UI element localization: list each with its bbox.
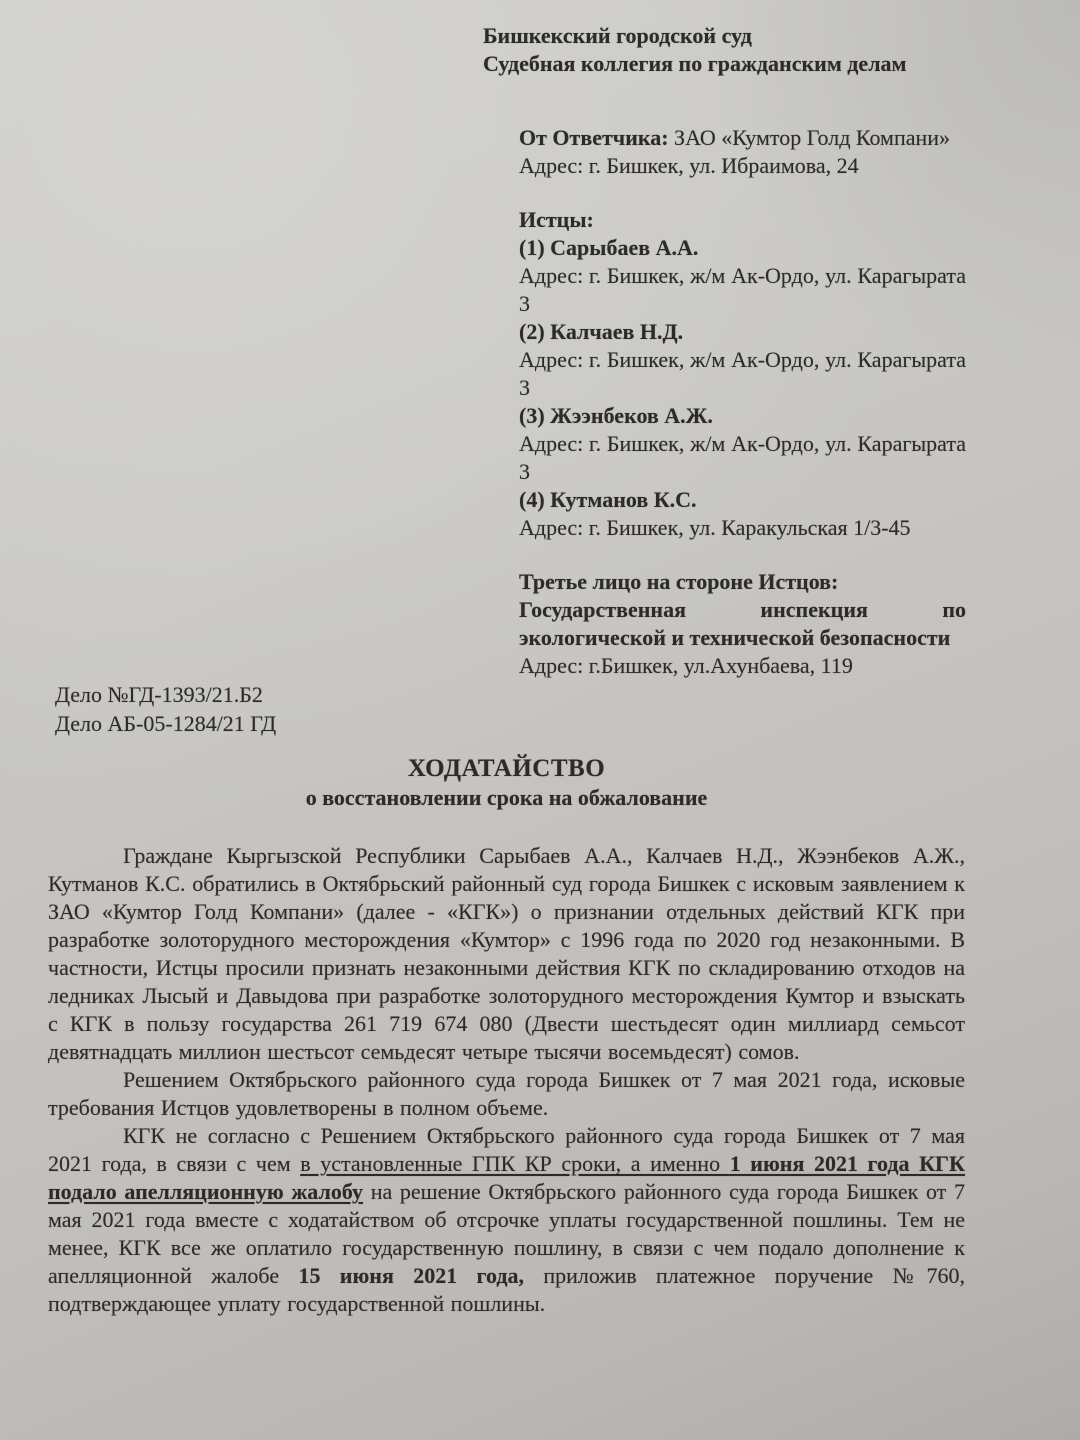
court-header xyxy=(483,22,1080,78)
title-subheading: о восстановлении срока на обжалование xyxy=(305,785,708,810)
third-party-name: Государственная инспекция по экологической и технической безопасности xyxy=(519,597,966,650)
third-party-address: Адрес: г.Бишкек, ул.Ахунбаева, 119 xyxy=(519,653,853,678)
court-chamber: Судебная коллегия по гражданским делам xyxy=(483,51,907,76)
text-segment: на решение Октябрьского районного суда города Бишкек от 7 мая 2021 года вместе с ходатайством об отсрочке уплаты государственной пошлины. Тем не менее, КГК все же оплатило государственную пошлину, в связи с чем подало дополнение к апелляционной жалобе xyxy=(48,1179,965,1288)
case-number-1: Дело №ГД-1393/21.Б2 xyxy=(55,682,263,707)
plaintiff-address: Адрес: г. Бишкек, ж/м Ак-Ордо, ул. Карагырата 3 xyxy=(519,431,966,484)
third-party-block xyxy=(519,568,966,680)
plaintiffs-block xyxy=(519,206,966,542)
text-segment: 15 июня 2021 года, xyxy=(298,1263,524,1288)
plaintiff-name: (1) Сарыбаев А.А. xyxy=(519,235,699,260)
respondent-address: Адрес: г. Бишкек, ул. Ибраимова, 24 xyxy=(519,153,859,178)
plaintiff-address: Адрес: г. Бишкек, ж/м Ак-Ордо, ул. Карагырата 3 xyxy=(519,263,966,316)
text-segment: ЗАО «Кумтор Голд Компани» xyxy=(674,125,951,150)
text-segment: КГК не согласно с Решением Октябрьского районного суда города Бишкек от 7 мая 2021 года, в связи с чем xyxy=(48,1123,965,1176)
plaintiff-name: (4) Кутманов К.С. xyxy=(519,487,697,512)
plaintiff-address: Адрес: г. Бишкек, ж/м Ак-Ордо, ул. Карагырата 3 xyxy=(519,347,966,400)
body-paragraph xyxy=(48,1066,965,1122)
court-name: Бишкекский городской суд xyxy=(483,23,752,48)
plaintiff-address: Адрес: г. Бишкек, ул. Каракульская 1/3-45 xyxy=(519,515,911,540)
respondent-block xyxy=(519,124,966,180)
text-segment: От Ответчика: xyxy=(519,125,675,150)
text-segment: 1 июня 2021 года КГК подало апелляционную жалобу xyxy=(48,1151,965,1204)
document-body xyxy=(48,842,965,1318)
respondent-line xyxy=(519,124,966,152)
body-paragraph xyxy=(48,1122,965,1318)
title-heading: ХОДАТАЙСТВО xyxy=(407,755,606,782)
text-segment: Решением Октябрьского районного суда города Бишкек от 7 мая 2021 года, исковые требования Истцов удовлетворены в полном объеме. xyxy=(48,1067,965,1120)
parties-column xyxy=(519,124,966,680)
case-number-2: Дело АБ-05-1284/21 ГД xyxy=(55,711,277,736)
plaintiff-name: (3) Жээнбеков А.Ж. xyxy=(519,403,713,428)
body-paragraph xyxy=(48,842,965,1066)
case-numbers xyxy=(55,680,1080,738)
plaintiffs-label: Истцы: xyxy=(519,207,594,232)
text-segment: приложив платежное поручение №760, подтверждающее уплату государственной пошлины. xyxy=(48,1263,965,1316)
document-title xyxy=(48,754,965,812)
text-segment: Граждане Кыргызской Республики Сарыбаев А.А., Калчаев Н.Д., Жээнбеков А.Ж., Кутманов К.С. обратились в Октябрьский районный суд города Бишкек с исковым заявлением к ЗАО «Кумтор Голд Компани» (далее - «КГК») о признании отдельных действий КГК при разработке золоторудного месторождения «Кумтор» с 1996 года по 2020 год незаконными. В частности, Истцы просили признать незаконными действия КГК по складированию отходов на ледниках Лысый и Давыдова при разработке золоторудного месторождения Кумтор и взыскать с КГК в пользу государства 261 719 674 080 (Двести шестьдесят один миллиард семьсот девятнадцать миллион шестьсот семьдесят четыре тысячи восемьдесят) сомов. xyxy=(48,843,965,1064)
text-segment: в установленные ГПК КР сроки, а именно xyxy=(300,1151,730,1176)
third-party-label: Третье лицо на стороне Истцов: xyxy=(519,569,839,594)
plaintiff-name: (2) Калчаев Н.Д. xyxy=(519,319,684,344)
